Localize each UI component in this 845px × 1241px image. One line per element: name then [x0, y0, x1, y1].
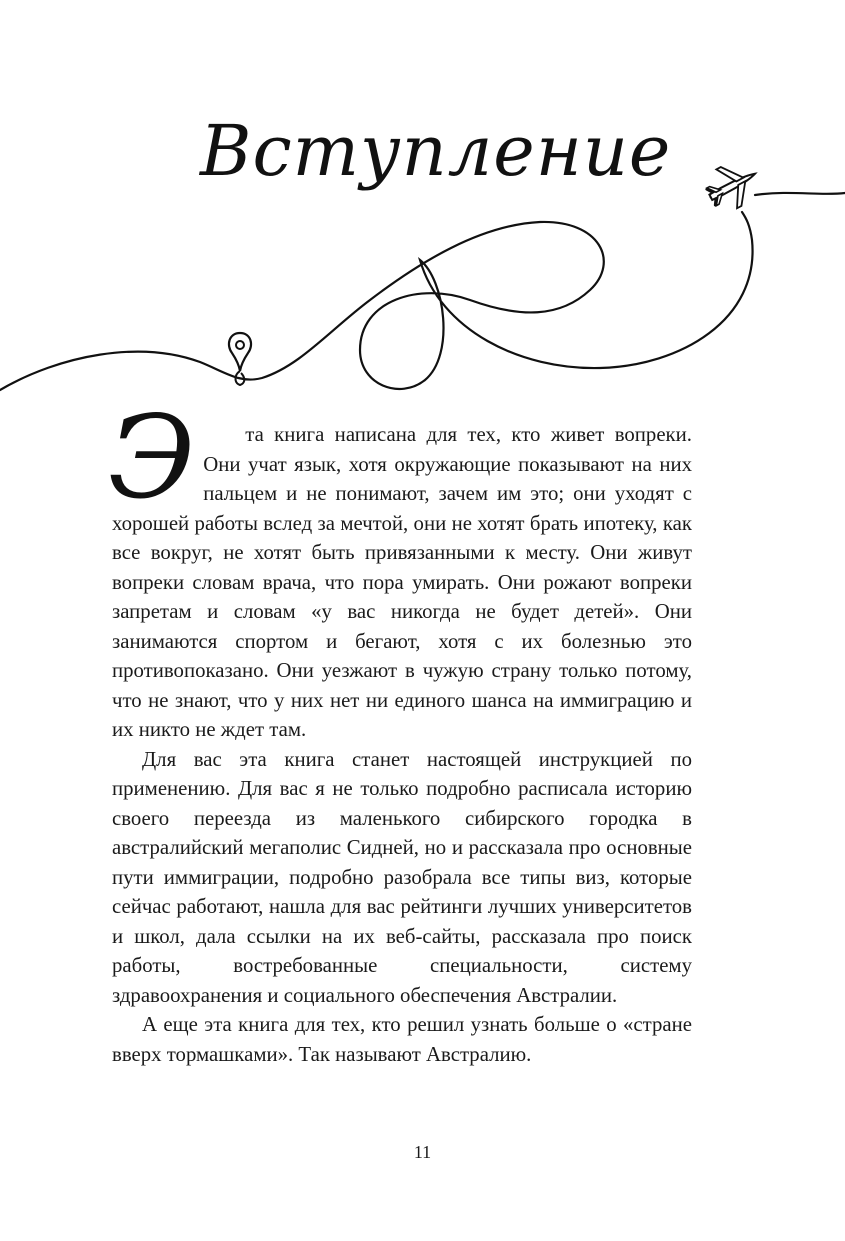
paragraph-2: Для вас эта книга станет настоящей инструкцией по применению. Для вас я не только подробно расписала историю своего переезда из маленького сибирского городка в австралийский мегаполис Сидней, но и рассказала про основные пути иммиграции, подробно разобрала все типы виз, которые сейчас работают, нашла для вас рейтинги лучших университетов и школ, дала ссылки на их веб-сайты, рассказала про поиск работы, востребованные специальности, систему здравоохранения и социального обеспечения Австралии. — [112, 747, 692, 1007]
drop-cap: Э — [108, 391, 196, 524]
flight-path-illustration — [0, 150, 845, 410]
paragraph-3: А еще эта книга для тех, кто решил узнать больше о «стране вверх тормашками». Так называют Австралию. — [112, 1013, 692, 1066]
chapter-title: Вступление — [200, 110, 672, 192]
flight-path-icon — [0, 212, 753, 390]
paragraph-1-text: та книга написана для тех, кто живет вопреки. Они учат язык, хотя окружающие показывают на них пальцем и не понимают, зачем им это; они уходят с хорошей работы вслед за мечтой, они не хотят брать ипотеку, как все вокруг, не хотят быть привязанными к месту. Они живут вопреки словам врача, что пора умирать. Они рожают вопреки запретам и словам «у вас никогда не будет детей». Они занимаются спортом и бегают, хотя с их болезнью это противопоказано. Они уезжают в чужую страну только потому, что не знают, что у них нет ни единого шанса на иммиграцию и их никто не ждет там. — [112, 423, 692, 741]
airplane-icon — [700, 154, 765, 216]
chapter-body — [108, 391, 692, 1069]
page-number: 11 — [413, 1142, 432, 1162]
paragraph-1 — [108, 391, 692, 745]
location-pin-icon — [229, 333, 251, 385]
